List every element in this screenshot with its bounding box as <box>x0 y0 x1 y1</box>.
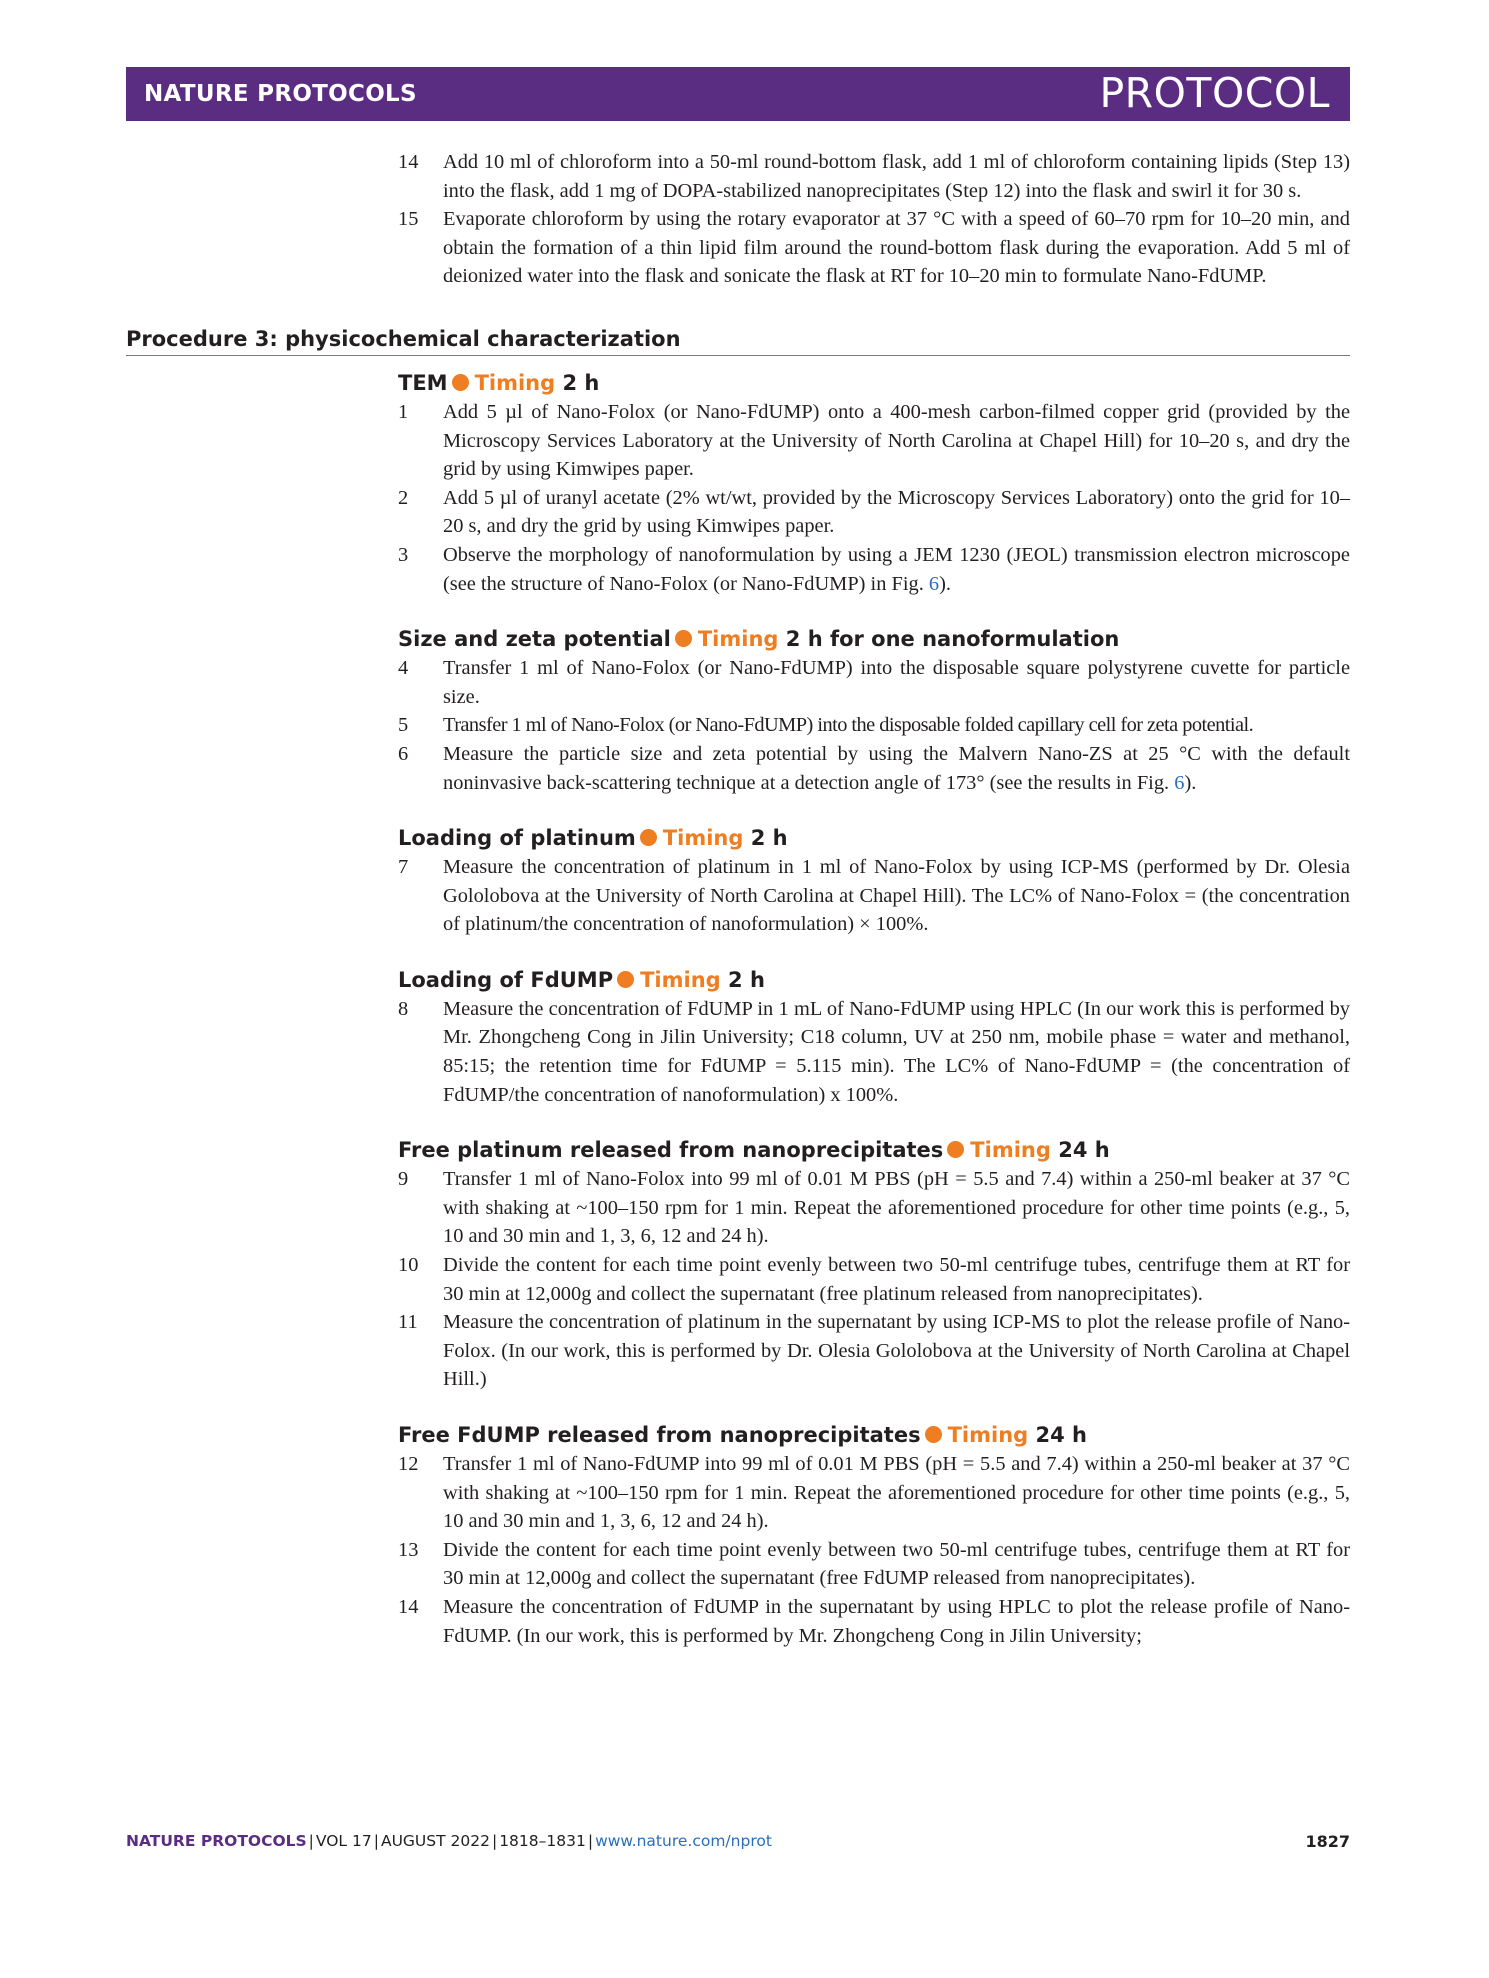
article-type: PROTOCOL <box>1099 69 1330 117</box>
step-item <box>398 205 1350 291</box>
step-text-body: Add 5 µl of uranyl acetate (2% wt/wt, provided by the Microscopy Services Laboratory) onto the grid for 10–20 s, and dry the grid by using Kimwipes paper. <box>443 486 1350 538</box>
footer-pages: 1818–1831 <box>499 1832 586 1850</box>
step-item <box>398 1308 1350 1394</box>
journal-name: NATURE PROTOCOLS <box>144 81 417 107</box>
step-text <box>443 740 1350 797</box>
section-title: Loading of FdUMP <box>398 967 614 992</box>
step-item <box>398 654 1350 711</box>
section-title: TEM <box>398 370 448 395</box>
step-item <box>398 995 1350 1109</box>
step-text-body: Transfer 1 ml of Nano-FdUMP into 99 ml of 0.01 M PBS (pH = 5.5 and 7.4) within a 250-ml beaker at 37 °C with shaking at ~100–150 rpm for 1 min. Repeat the aforementioned procedure for other time points (e.g., 5, 10 and 30 min and 1, 3, 6, 12 and 24 h). <box>443 1453 1350 1533</box>
page-content <box>126 148 1350 1650</box>
timing-bullet-icon <box>452 374 469 391</box>
step-item <box>398 484 1350 541</box>
step-number: 7 <box>398 856 409 879</box>
timing-label: Timing <box>970 1138 1051 1163</box>
section-title: Size and zeta potential <box>398 627 671 652</box>
top-step-list <box>398 148 1350 291</box>
step-text <box>443 654 1350 711</box>
step-number: 10 <box>398 1254 419 1277</box>
step-item <box>398 740 1350 797</box>
step-list <box>398 1165 1350 1394</box>
step-text-body: Add 5 µl of Nano-Folox (or Nano-FdUMP) onto a 400-mesh carbon-filmed copper grid (provided by the Microscopy Services Laboratory at the University of North Carolina at Chapel Hill) for 10–20 s, and dry the grid by using Kimwipes paper. <box>443 400 1350 481</box>
step-text: Evaporate chloroform by using the rotary evaporator at 37 °C with a speed of 60–70 rpm for 10–20 min, and obtain the formation of a thin lipid film around the round-bottom flask during the evaporation. Add 5 ml of deionized water into the flask and sonicate the flask at RT for 10–20 min to formulate Nano-FdUMP. <box>443 208 1350 288</box>
step-text-end: ). <box>1184 771 1197 794</box>
step-list <box>398 853 1350 939</box>
step-number: 5 <box>398 714 409 737</box>
timing-bullet-icon <box>640 829 657 846</box>
step-text-end: ). <box>939 572 951 595</box>
step-number: 14 <box>398 151 419 173</box>
step-text <box>443 541 1350 598</box>
step-number: 2 <box>398 486 409 509</box>
timing-bullet-icon <box>947 1141 964 1158</box>
section-heading <box>398 1420 1350 1450</box>
section-heading <box>398 1135 1350 1165</box>
journal-header-bar <box>126 67 1350 121</box>
step-text <box>443 484 1350 541</box>
step-text-body: Measure the concentration of platinum in 1 ml of Nano-Folox by using ICP-MS (performed by Dr. Olesia Gololobova at the University of North Carolina at Chapel Hill). The LC% of Nano-Folox = (the concentration of platinum/the concentration of nanoformulation) × 100%. <box>443 856 1350 936</box>
section-heading <box>398 823 1350 853</box>
step-list <box>398 654 1350 797</box>
step-text-body: Measure the particle size and zeta potential by using the Malvern Nano-ZS at 25 °C with the default noninvasive back-scattering technique at a detection angle of 173° (see the results in Fig. <box>443 742 1350 794</box>
step-item <box>398 541 1350 598</box>
step-text-body: Transfer 1 ml of Nano-Folox into 99 ml of 0.01 M PBS (pH = 5.5 and 7.4) within a 250-ml beaker at 37 °C with shaking at ~100–150 rpm for 1 min. Repeat the aforementioned procedure for other time points (e.g., 5, 10 and 30 min and 1, 3, 6, 12 and 24 h). <box>443 1168 1350 1248</box>
figure-reference-link[interactable]: 6 <box>928 572 940 595</box>
section-heading <box>398 368 1350 398</box>
section-heading <box>398 965 1350 995</box>
timing-label: Timing <box>640 967 721 992</box>
step-list <box>398 398 1350 598</box>
step-number: 12 <box>398 1453 419 1475</box>
step-text-body: Measure the concentration of FdUMP in 1 mL of Nano-FdUMP using HPLC (In our work this is performed by Mr. Zhongcheng Cong in Jilin University; C18 column, UV at 250 nm, mobile phase = water and methanol, 85:15; the retention time for FdUMP = 5.115 min). The LC% of Nano-FdUMP = (the concentration of FdUMP/the concentration of nanoformulation) x 100%. <box>443 997 1350 1106</box>
procedure-sections <box>126 368 1350 1650</box>
step-item <box>398 1251 1350 1308</box>
step-item <box>398 1450 1350 1536</box>
step-number: 11 <box>398 1311 418 1334</box>
step-text <box>443 853 1350 939</box>
timing-label: Timing <box>697 627 779 652</box>
figure-reference-link[interactable]: 6 <box>1174 771 1185 794</box>
step-list <box>398 995 1350 1109</box>
step-text <box>443 398 1350 484</box>
step-number: 6 <box>398 742 409 765</box>
step-item <box>398 1165 1350 1251</box>
timing-value: 2 h for one nanoformulation <box>785 627 1120 652</box>
step-item <box>398 853 1350 939</box>
step-text-body: Divide the content for each time point evenly between two 50-ml centrifuge tubes, centrifuge them at RT for 30 min at 12,000g and collect the supernatant (free platinum released from nanoprecipitates). <box>443 1254 1350 1305</box>
step-text <box>443 1536 1350 1593</box>
step-text <box>443 1308 1350 1394</box>
step-number: 3 <box>398 543 409 566</box>
step-text <box>443 1593 1350 1650</box>
step-text-body: Divide the content for each time point evenly between two 50-ml centrifuge tubes, centrifuge them at RT for 30 min at 12,000g and collect the supernatant (free FdUMP released from nanoprecipitates). <box>443 1538 1350 1590</box>
step-text-body: Measure the concentration of platinum in the supernatant by using ICP-MS to plot the release profile of Nano-Folox. (In our work, this is performed by Dr. Olesia Gololobova at the University of North Carolina at Chapel Hill.) <box>443 1311 1350 1391</box>
page-number: 1827 <box>1305 1832 1350 1851</box>
section-title: Free platinum released from nanoprecipitates <box>398 1138 944 1163</box>
step-text <box>443 1251 1350 1308</box>
step-text <box>443 995 1350 1109</box>
timing-value: 2 h <box>750 826 788 851</box>
step-text <box>443 711 1350 740</box>
section-heading <box>398 624 1350 654</box>
timing-value: 24 h <box>1035 1423 1087 1447</box>
timing-bullet-icon <box>925 1426 942 1443</box>
step-number: 14 <box>398 1595 419 1618</box>
timing-value: 2 h <box>728 967 765 992</box>
step-number: 8 <box>398 997 409 1020</box>
step-text-body: Transfer 1 ml of Nano-Folox (or Nano-FdUMP) into the disposable square polystyrene cuvette for particle size. <box>443 657 1350 708</box>
step-list <box>398 1450 1350 1650</box>
step-item <box>398 1536 1350 1593</box>
procedure-heading: Procedure 3: physicochemical characterization <box>126 325 1350 356</box>
footer-url-link[interactable]: www.nature.com/nprot <box>595 1832 772 1850</box>
step-text-body: Observe the morphology of nanoformulation by using a JEM 1230 (JEOL) transmission electron microscope (see the structure of Nano-Folox (or Nano-FdUMP) in Fig. <box>443 543 1350 595</box>
footer-journal: NATURE PROTOCOLS <box>126 1832 307 1850</box>
step-text-body: Measure the concentration of FdUMP in the supernatant by using HPLC to plot the release profile of Nano-FdUMP. (In our work, this is performed by Mr. Zhongcheng Cong in Jilin University; <box>443 1595 1350 1647</box>
step-number: 15 <box>398 208 419 231</box>
timing-bullet-icon <box>617 971 634 988</box>
step-number: 1 <box>398 400 409 423</box>
timing-value: 24 h <box>1058 1138 1110 1163</box>
footer-date: AUGUST 2022 <box>380 1832 490 1850</box>
timing-value: 2 h <box>562 370 600 395</box>
page-footer: NATURE PROTOCOLS | VOL 17 | AUGUST 2022 | 1818–1831 | www.nature.com/nprot 1827 <box>126 1832 1350 1851</box>
step-item <box>398 398 1350 484</box>
step-item <box>398 1593 1350 1650</box>
step-item <box>398 711 1350 740</box>
footer-volume: VOL 17 <box>315 1832 372 1850</box>
step-item <box>398 148 1350 205</box>
section-title: Free FdUMP released from nanoprecipitates <box>398 1423 921 1447</box>
section-title: Loading of platinum <box>398 826 636 851</box>
timing-label: Timing <box>947 1423 1029 1447</box>
step-number: 9 <box>398 1168 409 1191</box>
step-text <box>443 1450 1350 1536</box>
step-text <box>443 1165 1350 1251</box>
timing-bullet-icon <box>675 630 692 647</box>
step-text-body: Transfer 1 ml of Nano-Folox (or Nano-FdUMP) into the disposable folded capillary cell for zeta potential. <box>443 714 1254 737</box>
step-text: Add 10 ml of chloroform into a 50-ml round-bottom flask, add 1 ml of chloroform containing lipids (Step 13) into the flask, add 1 mg of DOPA-stabilized nanoprecipitates (Step 12) into the flask and swirl it for 30 s. <box>443 151 1350 202</box>
timing-label: Timing <box>662 826 744 851</box>
step-number: 4 <box>398 657 409 680</box>
step-number: 13 <box>398 1538 419 1561</box>
timing-label: Timing <box>474 370 556 395</box>
